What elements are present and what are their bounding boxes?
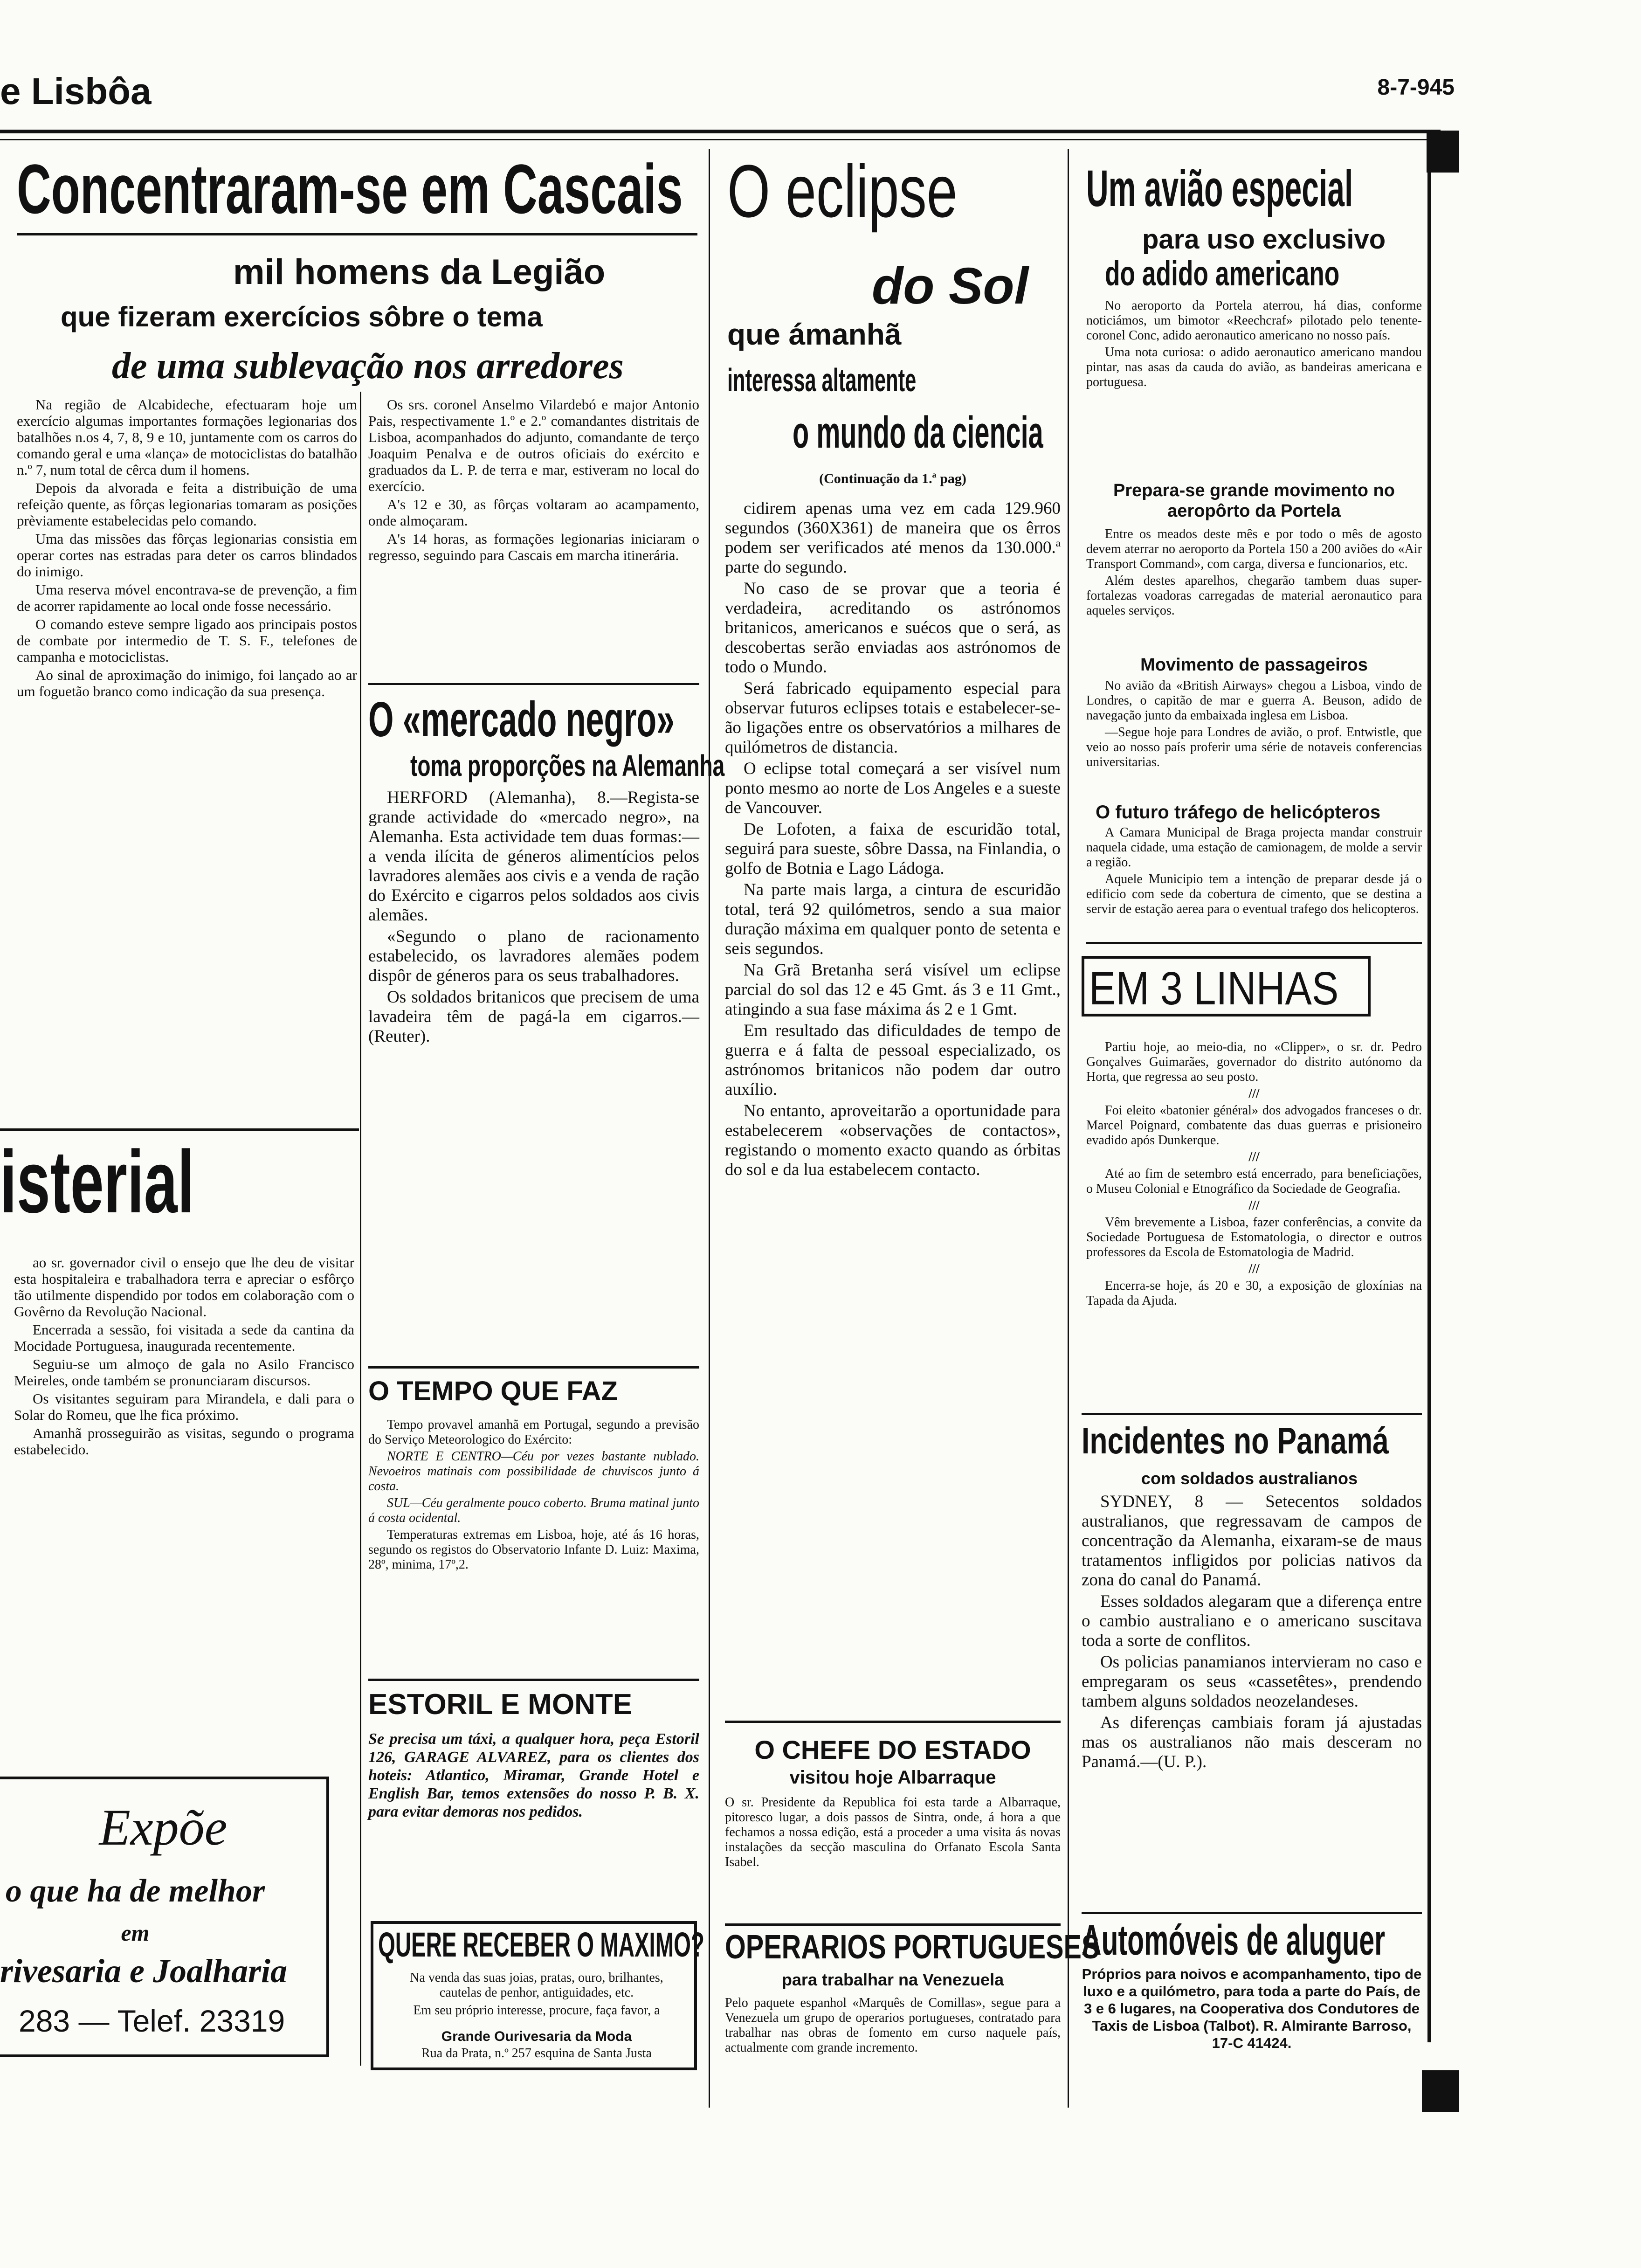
paragraph: O comando esteve sempre ligado aos principais postos de combate por intermedio de T. S. F., telefones de campanha e motociclistas.: [17, 616, 357, 665]
mercado-body: [368, 788, 699, 1362]
paragraph: HERFORD (Alemanha), 8.—Regista-se grande actividade do «mercado negro», na Alemanha. Esta actividade tem duas formas:—a venda ilícita de géneros alimentícios pelos lavradores alemães aos civis e a venda de ração do Exército e cigarros pelos soldados aos civis alemães.: [368, 788, 699, 925]
em3-separator: ///: [1248, 1262, 1260, 1276]
aviao-body: [1086, 825, 1422, 933]
estoril-headline: ESTORIL E MONTE: [368, 1688, 633, 1721]
paragraph: Seguiu-se um almoço de gala no Asilo Francisco Meireles, onde também se pronunciaram discursos.: [14, 1356, 354, 1389]
panama-subhead: com soldados australianos: [1141, 1469, 1358, 1488]
masthead: e Lisbôa: [0, 70, 152, 112]
paragraph: Uma nota curiosa: o adido aeronautico americano mandou pintar, nas asas da cauda do avião, as bandeiras americana e portuguesa.: [1086, 345, 1422, 389]
aviao-subhead: Movimento de passageiros: [1140, 655, 1368, 675]
automoveis-body: Próprios para noivos e acompanhamento, tipo de luxo e a quilómetro, para toda a parte do País, de 3 e 6 lugares, na Cooperativa dos Condutores de Taxis de Lisboa (Talbot). R. Almirante Barroso, 17-C 41424.: [1082, 1966, 1422, 2051]
paragraph: As diferenças cambiais foram já ajustadas mas os australianos não mais desceram no Panamá.—(U. P.).: [1082, 1713, 1422, 1771]
ministerial-body: [14, 1254, 354, 1721]
paragraph: Os srs. coronel Anselmo Vilardebó e major Antonio Pais, respectivamente 1.º e 2.º comandantes distritais de Lisboa, acompanhados do adjunto, comandante de terço Joaquim Penalva e de outros oficiais do exército e graduados da L. P. de terra e mar, estiveram no local do exercício.: [368, 396, 699, 494]
ad-expoe-phone: 283 — Telef. 23319: [19, 2004, 285, 2038]
aviao-subhead: do adido americano: [1105, 254, 1340, 293]
section-rule: [368, 1366, 699, 1369]
em3-item: Vêm brevemente a Lisboa, fazer conferências, a convite da Sociedade Portuguesa de Estomatologia, o director e outros professores da Escola de Estomatologia de Madrid.: [1086, 1215, 1422, 1259]
cascais-headline: Concentraram-se em Cascais: [17, 150, 683, 228]
paragraph: —Segue hoje para Londres de avião, o prof. Entwistle, que veio ao nosso país proferir uma série de notaveis conferencias universitarias.: [1086, 725, 1422, 769]
ad-maximo: [371, 1921, 704, 2070]
cascais-column-1: [17, 396, 357, 1119]
paragraph: «Segundo o plano de racionamento estabelecido, os lavradores alemães podem dispôr de géneros para os seus trabalhadores.: [368, 927, 699, 985]
em3-headline: EM 3 LINHAS: [1089, 962, 1339, 1015]
eclipse-continuation: (Continuação da 1.ª pag): [819, 471, 966, 486]
tempo-sul: SUL—Céu geralmente pouco coberto. Bruma matinal junto á costa ocidental.: [368, 1496, 699, 1525]
operarios-body: Pelo paquete espanhol «Marquês de Comillas», segue para a Venezuela um grupo de operarios portugueses, contratado para trabalhar nas obras de fomento em curso naquele país, actualmente com grande incremento.: [725, 1996, 1061, 2055]
section-rule: [1086, 942, 1422, 944]
ad-expoe-line: o que ha de melhor: [5, 1873, 265, 1909]
eclipse-body: [725, 499, 1061, 1679]
ad-expoe-title: Expõe: [99, 1799, 228, 1856]
aviao-body: [1086, 527, 1422, 653]
paragraph: Depois da alvorada e feita a distribuição de uma refeição quente, as fôrças legionarias tomaram as posições prèviamente estabelecidas pelo comando.: [17, 480, 357, 529]
ad-maximo-headline: QUERE RECEBER O MAXIMO?: [378, 1925, 704, 1964]
right-edge-marker: [1427, 131, 1459, 173]
ad-maximo-text: Na venda das suas joias, pratas, ouro, brilhantes, cautelas de penhor, antiguidades, etc.: [410, 1971, 663, 2000]
column-rule: [1068, 149, 1069, 2108]
ad-expoe-line: rivesaria e Joalharia: [0, 1952, 288, 1990]
paragraph: Os visitantes seguiram para Mirandela, e dali para o Solar do Romeu, que lhe fica próximo.: [14, 1390, 354, 1423]
top-rule: [0, 130, 1441, 133]
paragraph: Uma das missões das fôrças legionarias consistia em operar cortes nas estradas para deter os carros blindados do inimigo.: [17, 531, 357, 580]
aviao-subhead: para uso exclusivo: [1142, 224, 1386, 255]
em3-item: Partiu hoje, ao meio-dia, no «Clipper», o sr. dr. Pedro Gonçalves Guimarães, governador do distrito autónomo da Horta, que regressa ao seu posto.: [1086, 1040, 1422, 1084]
aviao-body: [1086, 298, 1422, 471]
right-edge-bar: [1427, 168, 1431, 2042]
issue-date: 8-7-945: [1377, 75, 1455, 100]
chefe-headline: O CHEFE DO ESTADO: [754, 1735, 1031, 1764]
section-rule: [368, 1679, 699, 1681]
ad-maximo-text: Em seu próprio interesse, procure, faça favor, a: [413, 2003, 660, 2018]
aviao-headline: Um avião especial: [1086, 160, 1353, 217]
paragraph: Na parte mais larga, a cintura de escuridão total, terá 92 quilómetros, sendo a sua maior duração máxima em qualquer ponto de setenta e seis segundos.: [725, 880, 1061, 958]
operarios-subhead: para trabalhar na Venezuela: [781, 1970, 1004, 1989]
em3-title-box: [1082, 956, 1371, 1016]
chefe-subhead: visitou hoje Albarraque: [789, 1767, 996, 1788]
eclipse-subhead: que ámanhã: [727, 318, 902, 351]
section-rule: [725, 1923, 1061, 1926]
paragraph: Os policias panamianos intervieram no caso e empregaram os seus «cassetêtes», prendendo tambem alguns soldados neozelandeses.: [1082, 1653, 1422, 1711]
ad-maximo-address: Rua da Prata, n.º 257 esquina de Santa Justa: [421, 2046, 652, 2061]
mercado-subhead: toma proporções na Alemanha: [410, 749, 725, 782]
top-rule-thin: [0, 139, 1441, 140]
ad-expoe: [0, 1777, 329, 2057]
section-rule: [368, 683, 699, 685]
estoril-body: Se precisa um táxi, a qualquer hora, peça Estoril 126, GARAGE ALVAREZ, para os clientes dos hoteis: Atlantico, Miramar, Grande Hotel e English Bar, temos extensões do nosso P. B. X. para evitar demoras nos pedidos.: [368, 1730, 699, 1820]
paragraph: Na Grã Bretanha será visível um eclipse parcial do sol das 12 e 45 Gmt. ás 3 e 11 Gmt., atingindo a sua fase máxima ás 2 e 1 Gmt.: [725, 961, 1061, 1019]
paragraph: Aquele Municipio tem a intenção de preparar desde já o edificio com sede da cobertura de cimento, que se destina a servir de estação aerea para o eventual trafego dos helicopteros.: [1086, 872, 1422, 916]
panama-body: [1082, 1492, 1422, 1907]
paragraph: Esses soldados alegaram que a diferença entre o cambio australiano e o americano suscitava toda a sorte de conflitos.: [1082, 1592, 1422, 1650]
column-rule: [360, 392, 361, 2066]
cascais-subhead: de uma sublevação nos arredores: [112, 346, 624, 387]
paragraph: Além destes aparelhos, chegarão tambem duas super-fortalezas voadoras carregadas de material aeronautico para aqueles serviços.: [1086, 574, 1422, 618]
paragraph: No entanto, aproveitarão a oportunidade para estabelecerem «observações de contactos», registando o momento exacto quando as órbitas do sol e da lua estabelecem contacto.: [725, 1101, 1061, 1179]
paragraph: SYDNEY, 8 — Setecentos soldados australianos, que regressavam de campos de concentração da Alemanha, eixaram-se de maus tratamentos infligidos por policias nativos da zona do canal do Panamá.: [1082, 1492, 1422, 1590]
tempo-temps: Temperaturas extremas em Lisboa, hoje, até ás 16 horas, segundo os registos do Observatorio Infante D. Luiz: Maxima, 28º, minima, 17º,2.: [368, 1528, 699, 1572]
paragraph: cidirem apenas uma vez em cada 129.960 segundos (360X361) de maneira que os êrros podem ser verificados até menos da 130.000.ª parte do segundo.: [725, 499, 1061, 577]
aviao-subhead: Prepara-se grande movimento no aeropôrto da Portela: [1113, 481, 1395, 521]
paragraph: Uma reserva móvel encontrava-se de prevenção, a fim de acorrer rapidamente ao local onde fosse necessário.: [17, 581, 357, 614]
tempo-intro: Tempo provavel amanhã em Portugal, segundo a previsão do Serviço Meteorologico do Exército:: [368, 1418, 699, 1447]
em3-item: Foi eleito «batonier général» dos advogados franceses o dr. Marcel Poignard, combatente das duas guerras e prisioneiro evadido após Dunkerque.: [1086, 1103, 1422, 1148]
em3-body: [1086, 1040, 1422, 1399]
operarios-headline: OPERARIOS PORTUGUESES: [725, 1929, 1100, 1966]
cascais-subhead: que fizeram exercícios sôbre o tema: [61, 301, 543, 332]
paragraph: A Camara Municipal de Braga projecta mandar construir naquela cidade, uma estação de camionagem, de molde a servir a região.: [1086, 825, 1422, 870]
tempo-norte: NORTE E CENTRO—Céu por vezes bastante nublado. Nevoeiros matinais com possibilidade de chuviscos junto á costa.: [368, 1449, 699, 1494]
panama-headline: Incidentes no Panamá: [1082, 1420, 1389, 1461]
section-rule: [1082, 1912, 1422, 1914]
tempo-body: [368, 1418, 699, 1683]
em3-item: Até ao fim de setembro está encerrado, para beneficiações, o Museu Colonial e Etnográfico da Sociedade de Geografia.: [1086, 1167, 1422, 1196]
section-rule: [725, 1721, 1061, 1723]
mercado-headline: O «mercado negro»: [368, 692, 675, 747]
paragraph: Em resultado das dificuldades de tempo de guerra e á falta de pessoal especializado, os astrónomos britanicos não podem dar outro auxílio.: [725, 1021, 1061, 1099]
paragraph: Os soldados britanicos que precisem de uma lavadeira têm de pagá-la em cigarros.—(Reuter).: [368, 988, 699, 1046]
paragraph: ao sr. governador civil o ensejo que lhe deu de visitar esta hospitaleira e trabalhadora terra e apreciar o esfôrço tão utilmente dispendido por todos em colaboração com o Govêrno da Revolução Nacional.: [14, 1254, 354, 1320]
ad-maximo-shop: Grande Ourivesaria da Moda: [441, 2029, 632, 2044]
section-rule: [1082, 1413, 1422, 1415]
paragraph: A's 14 horas, as formações legionarias iniciaram o regresso, seguindo para Cascais em marcha itinerária.: [368, 531, 699, 563]
paragraph: Encerrada a sessão, foi visitada a sede da cantina da Mocidade Portuguesa, inaugurada recentemente.: [14, 1321, 354, 1354]
paragraph: Na região de Alcabideche, efectuaram hoje um exercício algumas importantes formações legionarias dos batalhões n.os 4, 7, 8, 9 e 10, juntamente com os carros do comando geral e uma «lança» de motociclistas do batalhão n.º 7, num total de cêrca dum il homens.: [17, 396, 357, 478]
bottom-edge-marker: [1422, 2070, 1459, 2112]
em3-separator: ///: [1248, 1086, 1260, 1101]
em3-separator: ///: [1248, 1198, 1260, 1213]
paragraph: No avião da «British Airways» chegou a Lisboa, vindo de Londres, o capitão de mar e guerra A. Beuson, adido de navegação junto da embaixada inglesa em Lisboa.: [1086, 678, 1422, 723]
cascais-column-2: [368, 396, 699, 676]
column-rule: [709, 149, 710, 2108]
cascais-subhead: mil homens da Legião: [233, 252, 606, 292]
eclipse-subhead: o mundo da ciencia: [793, 408, 1043, 457]
section-rule: [0, 1128, 359, 1131]
paragraph: A's 12 e 30, as fôrças voltaram ao acampamento, onde almoçaram.: [368, 496, 699, 529]
headline-rule: [17, 233, 697, 235]
aviao-subhead: O futuro tráfego de helicópteros: [1096, 802, 1381, 823]
paragraph: Entre os meados deste mês e por todo o mês de agosto devem aterrar no aeroporto da Portela 150 a 200 aviões do «Air Transport Command», com carga, diversa e funcionarios, etc.: [1086, 527, 1422, 571]
ministerial-headline: isterial: [0, 1133, 194, 1231]
paragraph: O eclipse total começará a ser visível num ponto mesmo ao norte de Los Angeles e a sueste de Vancouver.: [725, 759, 1061, 817]
aviao-body: [1086, 678, 1422, 795]
em3-item: Encerra-se hoje, ás 20 e 30, a exposição de gloxínias na Tapada da Ajuda.: [1086, 1279, 1422, 1308]
paragraph: Será fabricado equipamento especial para observar futuros eclipses totais e estabelecer-se-ão ligações entre os observatórios a milhares de quilómetros de distancia.: [725, 679, 1061, 757]
em3-separator: ///: [1248, 1150, 1260, 1164]
paragraph: De Lofoten, a faixa de escuridão total, seguirá para sueste, sôbre Dassa, na Finlandia, o golfo de Botnia e Lago Ládoga.: [725, 820, 1061, 878]
paragraph: Ao sinal de aproximação do inimigo, foi lançado ao ar um foguetão branco como indicação da sua presença.: [17, 667, 357, 699]
eclipse-headline: O eclipse: [727, 149, 958, 233]
eclipse-subhead: do Sol: [872, 257, 1029, 315]
eclipse-subhead: interessa altamente: [727, 362, 917, 398]
paragraph: Amanhã prosseguirão as visitas, segundo o programa estabelecido.: [14, 1425, 354, 1458]
ad-expoe-line: em: [121, 1920, 150, 1946]
chefe-body: O sr. Presidente da Republica foi esta tarde a Albarraque, pitoresco lugar, a dois passos de Sintra, onde, á hora a que fechamos a nossa edição, está a proceder a uma visita ás novas instalações da secção masculina do Orfanato Escola Santa Isabel.: [725, 1795, 1061, 1869]
paragraph: No aeroporto da Portela aterrou, há dias, conforme noticiámos, um bimotor «Reechcraf» pilotado pelo tenente-coronel Conc, adido aeronautico americano no nosso país.: [1086, 298, 1422, 343]
tempo-headline: O TEMPO QUE FAZ: [368, 1376, 618, 1406]
automoveis-headline: Automóveis de aluguer: [1082, 1916, 1386, 1964]
paragraph: No caso de se provar que a teoria é verdadeira, acreditando os astrónomos britanicos, americanos e suécos que o será, as descobertas serão enviadas aos astrónomos de todo o Mundo.: [725, 579, 1061, 677]
